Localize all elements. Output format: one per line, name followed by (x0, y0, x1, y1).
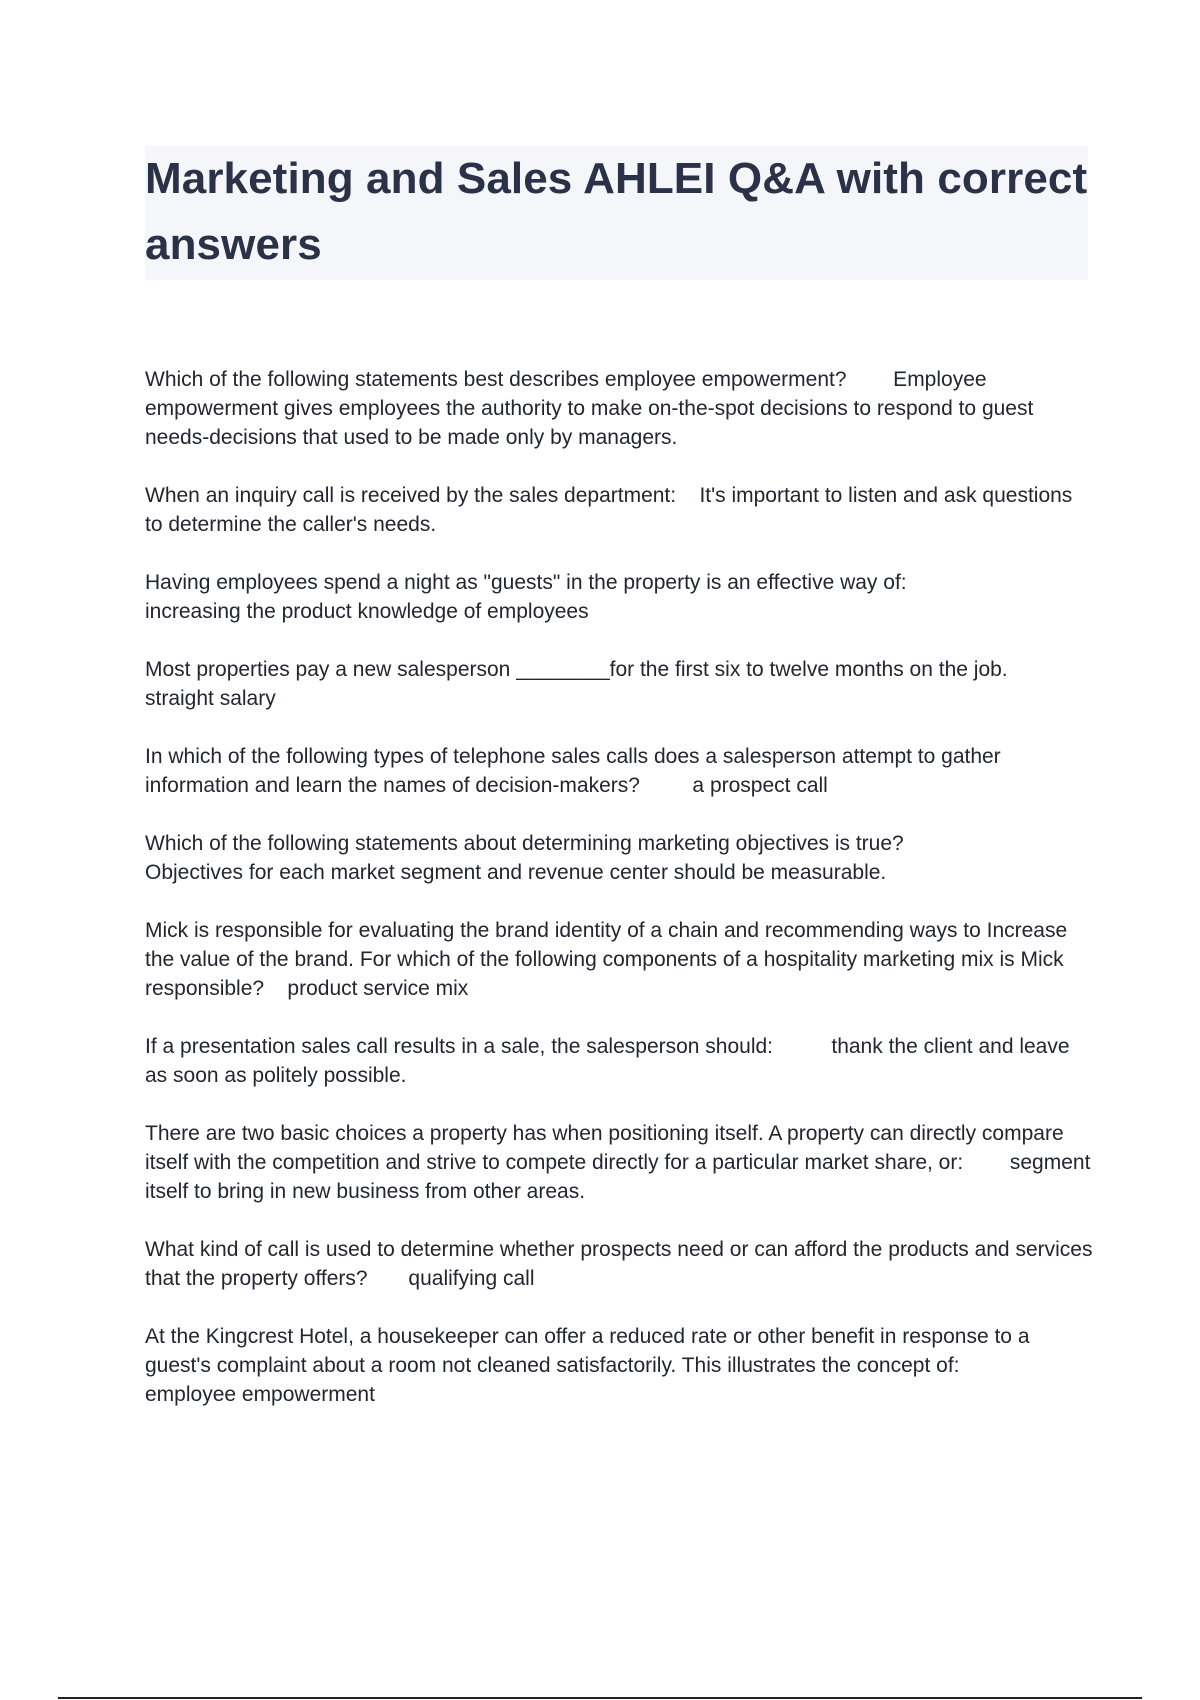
document-title: Marketing and Sales AHLEI Q&A with correct answers (145, 154, 1088, 269)
qa-item: There are two basic choices a property has when positioning itself. A property can directly compare itself with the competition and strive to compete directly for a particular market share, or: segment itself to bring in new business from other areas. (145, 1122, 1097, 1203)
qa-item: What kind of call is used to determine whether prospects need or can afford the products and services that the property offers? qualifying call (145, 1238, 1099, 1290)
qa-item: When an inquiry call is received by the sales department: It's important to listen and ask questions to determine the caller's needs. (145, 484, 1079, 536)
qa-item: If a presentation sales call results in a sale, the salesperson should: thank the client and leave as soon as politely possible. (145, 1035, 1076, 1087)
qa-item: Which of the following statements about determining marketing objectives is true? Objectives for each market segment and revenue center should be measurable. (145, 832, 904, 884)
qa-item: At the Kingcrest Hotel, a housekeeper can offer a reduced rate or other benefit in response to a guest's complaint about a room not cleaned satisfactorily. This illustrates the concept of: employee empowerment (145, 1325, 1030, 1406)
title-banner (145, 146, 1088, 280)
footer-divider (58, 1697, 1142, 1699)
qa-item: Most properties pay a new salesperson ________for the first six to twelve months on the job. straight salary (145, 658, 1008, 710)
qa-item: In which of the following types of telephone sales calls does a salesperson attempt to gather information and learn the names of decision-makers? a prospect call (145, 745, 1007, 797)
qa-list (145, 365, 1099, 1438)
qa-item: Which of the following statements best describes employee empowerment? Employee empowerment gives employees the authority to make on-the-spot decisions to respond to guest needs-decisions that used to be made only by managers. (145, 368, 1040, 449)
qa-item: Mick is responsible for evaluating the brand identity of a chain and recommending ways to Increase the value of the brand. For which of the following components of a hospitality marketing mix is Mick responsible? product service mix (145, 919, 1074, 1000)
qa-item: Having employees spend a night as "guests" in the property is an effective way of: increasing the product knowledge of employees (145, 571, 907, 623)
